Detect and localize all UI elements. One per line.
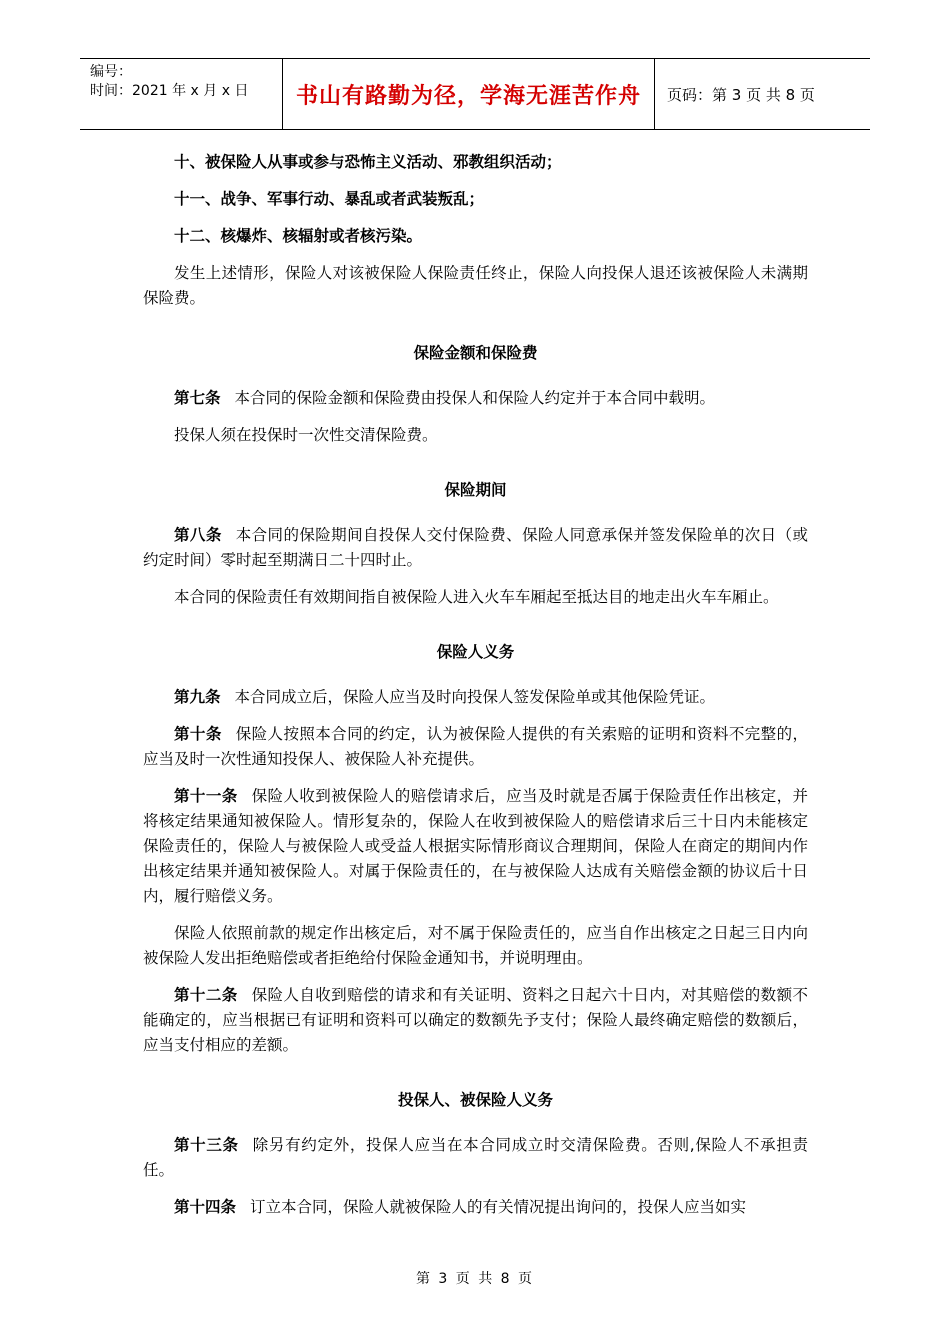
header-left-cell (80, 59, 282, 129)
article-9 (143, 685, 808, 710)
article-text: 本合同成立后，保险人应当及时向投保人签发保险单或其他保险凭证。 (234, 688, 716, 706)
article-text: 保险人收到被保险人的赔偿请求后，应当及时就是否属于保险责任作出核定，并将核定结果通知被保险人。情形复杂的，保险人在收到被保险人的赔偿请求后三十日内未能核定保险责任的，保险人与被保险人或受益人根据实际情形商议合理期间，保险人在商定的期间内作出核定结果并通知被保险人。对属于保险责任的，在与被保险人达成有关赔偿金额的协议后十日内，履行赔偿义务。 (143, 787, 808, 905)
header-page-number: 页码：第 3 页 共 8 页 (667, 85, 815, 104)
article-text: 保险人按照本合同的约定，认为被保险人提供的有关索赔的证明和资料不完整的，应当及时一次性通知投保人、被保险人补充提供。 (143, 725, 808, 768)
clause-item-12: 十二、核爆炸、核辐射或者核污染。 (174, 227, 423, 245)
article-text: 本合同的保险金额和保险费由投保人和保险人约定并于本合同中载明。 (234, 389, 716, 407)
article-label: 第十一条 (174, 787, 238, 805)
paragraph-premium-payment: 投保人须在投保时一次性交清保险费。 (174, 426, 438, 444)
article-11 (143, 784, 808, 909)
header-motto: 书山有路勤为径，学海无涯苦作舟 (282, 59, 655, 129)
document-time-label: 时间：2021 年 x 月 x 日 (90, 83, 249, 99)
article-label: 第九条 (174, 688, 221, 706)
paragraph-termination: 发生上述情形，保险人对该被保险人保险责任终止，保险人向投保人退还该被保险人未满期保险费。 (143, 264, 808, 307)
article-label: 第十条 (174, 725, 222, 743)
article-text: 订立本合同，保险人就被保险人的有关情况提出询问的，投保人应当如实 (250, 1198, 747, 1216)
section-heading-insurance-period: 保险期间 (444, 481, 507, 499)
article-label: 第十二条 (174, 986, 238, 1004)
document-body (143, 150, 808, 1232)
page-footer: 第 3 页 共 8 页 (415, 1271, 535, 1287)
article-text: 保险人自收到赔偿的请求和有关证明、资料之日起六十日内，对其赔偿的数额不能确定的，应当根据已有证明和资料可以确定的数额先予支付；保险人最终确定赔偿的数额后，应当支付相应的差额。 (143, 986, 808, 1054)
article-label: 第十三条 (174, 1136, 239, 1154)
paragraph-coverage-period: 本合同的保险责任有效期间指自被保险人进入火车车厢起至抵达目的地走出火车车厢止。 (174, 588, 779, 606)
article-label: 第八条 (174, 526, 222, 544)
article-12 (143, 983, 808, 1058)
article-10 (143, 722, 808, 772)
section-heading-insured-amount: 保险金额和保险费 (413, 344, 538, 362)
article-8 (143, 523, 808, 573)
article-label: 第七条 (174, 389, 221, 407)
article-14 (143, 1195, 808, 1220)
clause-item-11: 十一、战争、军事行动、暴乱或者武装叛乱； (174, 190, 485, 208)
document-number-label: 编号： (90, 64, 132, 80)
section-heading-insurer-obligations: 保险人义务 (436, 643, 515, 661)
article-7 (143, 386, 808, 411)
clause-item-10: 十、被保险人从事或参与恐怖主义活动、邪教组织活动； (174, 153, 562, 171)
section-heading-policyholder-obligations: 投保人、被保险人义务 (397, 1091, 553, 1109)
article-13 (143, 1133, 808, 1183)
article-label: 第十四条 (174, 1198, 237, 1216)
paragraph-rejection-notice: 保险人依照前款的规定作出核定后，对不属于保险责任的，应当自作出核定之日起三日内向被保险人发出拒绝赔偿或者拒绝给付保险金通知书，并说明理由。 (143, 924, 808, 967)
article-text: 本合同的保险期间自投保人交付保险费、保险人同意承保并签发保险单的次日（或约定时间）零时起至期满日二十四时止。 (143, 526, 808, 569)
article-text: 除另有约定外，投保人应当在本合同成立时交清保险费。否则,保险人不承担责任。 (143, 1136, 808, 1179)
page-header (80, 58, 870, 130)
